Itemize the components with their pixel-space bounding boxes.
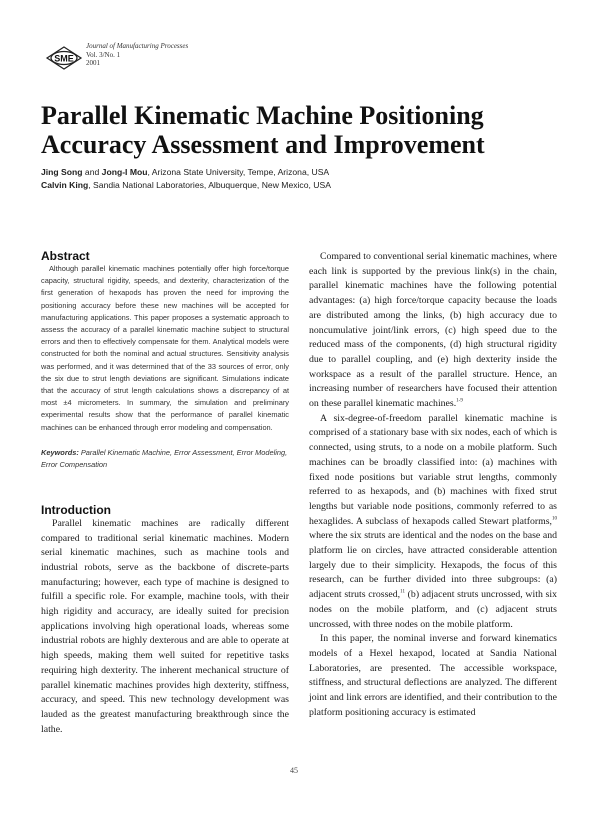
author-name: Calvin King — [41, 180, 89, 190]
intro-paragraph: Parallel kinematic machines are radically different compared to traditional serial kinematic machines. Modern serial kinematic machines, such as machine tools and industrial robots, serve as the backbone of discrete-parts manufacturing; however, each type of machine is designed to fulfill a specific role. For example, machine tools, with their high rigidity and accuracy, are ideally suited for precision applications involving high operational loads, whereas some industrial robots are highly dexterous and are able to operate at high speeds, making them well suited for repetitive tasks requiring high dexterity. The inherent mechanical structure of parallel kinematic machines provides high dexterity, stiffness, accuracy, and speed. This new technology development was lauded as the greatest manufacturing breakthrough since the lathe. — [41, 517, 289, 735]
citation: 1-9 — [456, 398, 463, 404]
paper-title: Parallel Kinematic Machine Positioning Accuracy Assessment and Improvement — [41, 101, 485, 159]
author-connector: and — [82, 167, 102, 177]
keywords-text: Parallel Kinematic Machine, Error Assessment, Error Modeling, Error Compensation — [41, 447, 288, 469]
author-name: Jong-I Mou — [101, 167, 148, 177]
right-column — [309, 250, 557, 721]
left-column — [41, 250, 289, 737]
author-affiliation: , Arizona State University, Tempe, Arizona, USA — [147, 167, 330, 177]
author-name: Jing Song — [41, 167, 83, 177]
journal-header — [44, 42, 188, 70]
journal-year: 2001 — [86, 59, 100, 67]
sme-logo-icon — [44, 46, 84, 70]
svg-text:SME: SME — [54, 53, 74, 64]
body-paragraph — [309, 412, 557, 633]
journal-name: Journal of Manufacturing Processes — [86, 42, 189, 50]
abstract-text: Although parallel kinematic machines potentially offer high force/torque capacity, structural rigidity, speeds, and dexterity, characterization of the first generation of hexapods has proven the need for improving the positioning accuracy before these new machines will be accepted for manufacturing applications. This paper proposes a systematic approach to assess the accuracy of a parallel kinematic machine subject to structural errors and then to effectively compensate for them. Analytical models were constructed for both the nominal and actual structures. Sensitivity analysis was performed, and it was determined that of the 33 sources of error, only the six due to strut length deviations are significant. Simulations indicate that the accuracy of strut length calculations shows a discrepancy of at most ±4 micrometers. In summary, the simulation and preliminary experimental results show that the performance of parallel kinematic machines can be enhanced through error modeling and compensation. — [41, 264, 289, 432]
paragraph-text: In this paper, the nominal inverse and forward kinematics models of a Hexel hexapod, located at Sandia National Laboratories, are presented. The accessible workspace, stiffness, and structural deflections are analyzed. The different joint and link errors are identified, and their contribution to the platform positioning accuracy is estimated — [309, 633, 557, 718]
body-paragraph — [309, 250, 557, 412]
paragraph-text: (b) adjacent struts uncrossed, with six nodes on the mobile platform, and (c) adjacent struts uncrossed, with three nodes on the mobile platform. — [309, 589, 557, 630]
journal-volume: Vol. 3/No. 1 — [86, 50, 121, 59]
paragraph-text: A six-degree-of-freedom parallel kinematic machine is comprised of a stationary base with six nodes, each of which is connected, using struts, to a node on a mobile platform. Such machines can be broadly classified into: (a) machines with fixed node positions but variable strut lengths, commonly referred to as hexapods, and (b) machines with fixed strut lengths but variable node positions, commonly referred to as hexaglides. A subclass of hexapods called Stewart platforms, — [309, 412, 557, 527]
author-line-2 — [41, 179, 331, 192]
abstract-heading: Abstract — [41, 249, 90, 263]
journal-info — [86, 42, 188, 68]
paragraph-text: Compared to conventional serial kinematic machines, where each link is supported by the previous link(s) in the chain, parallel kinematic machines have the following potential advantages: (a) high force/torque capacity because the loads are distributed among the links, (b) high accuracy due to noncumulative joint/link errors, (c) high speed due to the reduced mass of the components, (d) high structural rigidity due to parallel coupling, and (e) high dexterity inside the workspace as a result of the parallel structure. Hence, an increasing number of researchers have focused their attention on these parallel kinematic machines. — [309, 251, 557, 410]
introduction-heading: Introduction — [41, 502, 111, 517]
body-paragraph — [309, 632, 557, 720]
keywords-label: Keywords: — [41, 447, 79, 457]
keywords — [41, 447, 289, 471]
authors-block — [41, 166, 331, 192]
citation: 11 — [400, 589, 405, 595]
citation: 10 — [552, 516, 557, 522]
page-number: 45 — [290, 766, 298, 775]
author-affiliation: , Sandia National Laboratories, Albuquerque, New Mexico, USA — [88, 180, 331, 190]
paragraph-text: where the six struts are identical and the nodes on the base and platform lie on circles, have attracted considerable attention largely due to their simplicity. Hexapods, the focus of this research, can be further divided into three subgroups: (a) adjacent struts crossed, — [309, 530, 557, 601]
author-line-1 — [41, 166, 331, 179]
